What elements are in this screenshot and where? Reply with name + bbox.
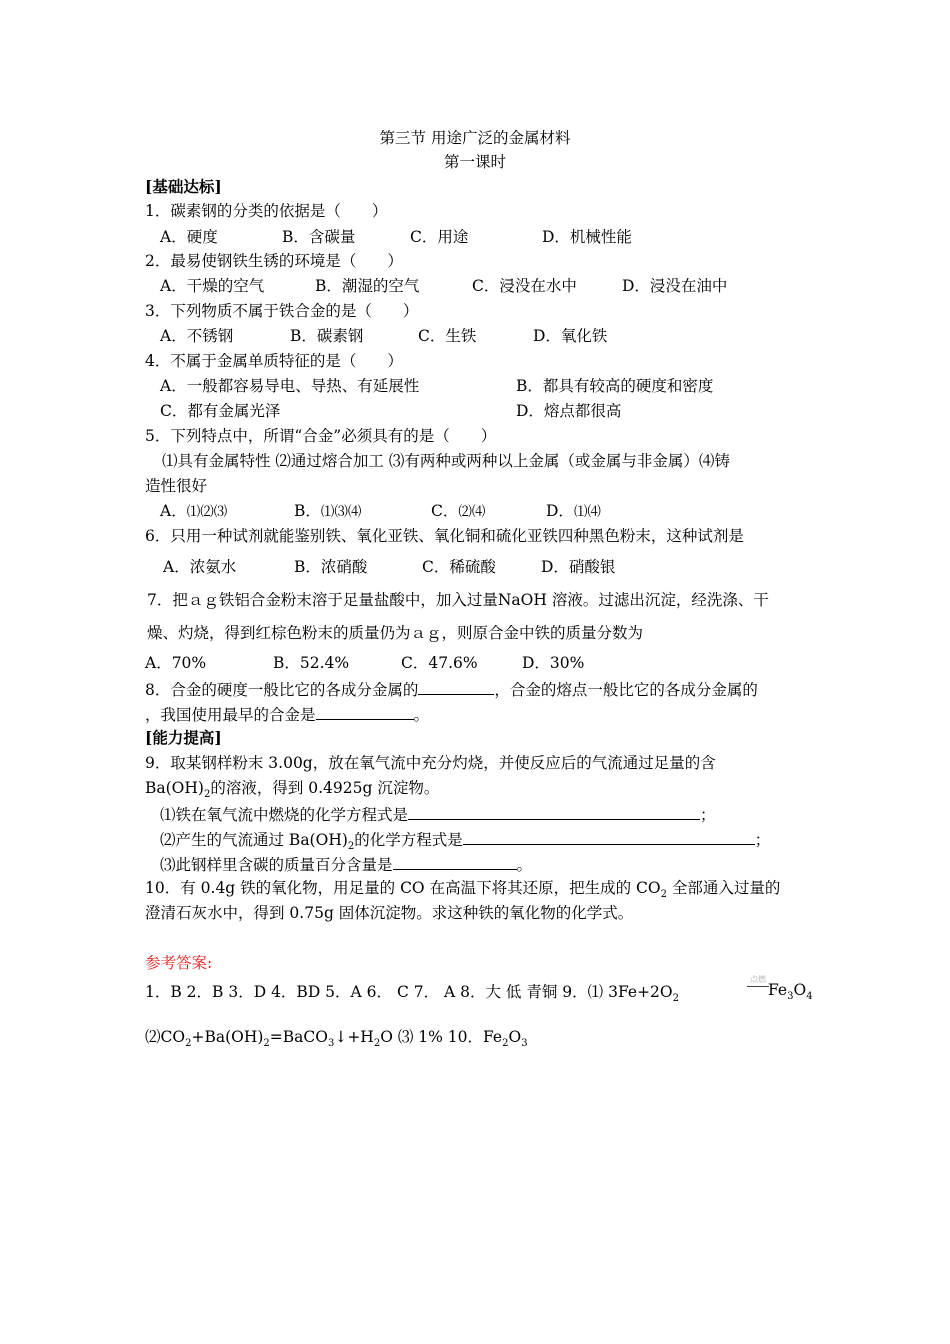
q7-line2: 燥、灼烧，得到红棕色粉末的质量仍为ａｇ，则原合金中铁的质量分数为	[147, 624, 644, 642]
q1-option-a: A．硬度	[160, 228, 218, 246]
q2-option-c: C．浸没在水中	[472, 277, 577, 295]
q2-option-d: D．浸没在油中	[622, 277, 728, 295]
q1-option-c: C．用途	[410, 228, 469, 246]
q5-stem: 5．下列特点中，所谓“合金”必须具有的是（ ）	[145, 427, 497, 445]
q7-option-a: A．70%	[145, 654, 207, 672]
q7-line1: 7．把ａｇ铁铝合金粉末溶于足量盐酸中，加入过量NaOH 溶液。过滤出沉淀，经洗涤、干	[147, 591, 769, 609]
q7-option-c: C．47.6%	[401, 654, 478, 672]
q1-stem: 1．碳素钢的分类的依据是（ ）	[145, 202, 388, 220]
q9-sub2: ⑵产生的气流通过 $Ba(OH)_2$的化学方程式是 ；	[160, 828, 770, 857]
q9-sub3: ⑶此钢样里含碳的质量百分含量是 。	[160, 853, 532, 875]
q8-line1: 8．合金的硬度一般比它的各成分金属的 ，合金的熔点一般比它的各成分金属的	[145, 678, 758, 700]
q7-option-b: B．52.4%	[273, 654, 350, 672]
q3-option-d: D．氧化铁	[533, 327, 608, 345]
q6-stem: 6．只用一种试剂就能鉴别铁、氧化亚铁、氧化铜和硫化亚铁四种黑色粉末，这种试剂是	[145, 527, 744, 545]
q2-option-b: B．潮湿的空气	[315, 277, 420, 295]
q5-option-b: B．⑴⑶⑷	[294, 502, 362, 520]
q6-option-c: C．稀硫酸	[422, 558, 496, 576]
lesson-subtitle: 第一课时	[443, 153, 506, 171]
q3-option-a: A．不锈钢	[160, 327, 234, 345]
q5-option-c: C．⑵⑷	[431, 502, 486, 520]
section-advanced: [能力提高]	[145, 728, 222, 747]
q2-option-a: A．干燥的空气	[160, 277, 265, 295]
q3-stem: 3．下列物质不属于铁合金的是（ ）	[145, 302, 419, 320]
section-basic: [基础达标]	[145, 177, 222, 196]
q4-stem: 4．不属于金属单质特征的是（ ）	[145, 352, 403, 370]
answers-fe3o4: $Fe_3O_4$	[768, 981, 813, 1003]
q4-option-d: D．熔点都很高	[516, 402, 622, 420]
reaction-condition: 点燃	[747, 975, 769, 987]
q1-option-d: D．机械性能	[542, 228, 632, 246]
q9-line1: 9．取某钢样粉末 3.00g，放在氧气流中充分灼烧，并使反应后的气流通过足量的含	[145, 754, 716, 772]
q5-items-line1: ⑴具有金属特性 ⑵通过熔合加工 ⑶有两种或两种以上金属（或金属与非金属）⑷铸	[162, 452, 730, 470]
q9-blank-carbon-percent[interactable]	[393, 853, 517, 870]
q5-option-a: A．⑴⑵⑶	[160, 502, 228, 520]
q8-blank-hardness[interactable]	[418, 678, 494, 695]
q4-option-c: C．都有金属光泽	[160, 402, 281, 420]
q4-option-a: A．一般都容易导电、导热、有延展性	[160, 377, 420, 395]
q5-items-line2: 造性很好	[145, 477, 208, 495]
q6-option-b: B．浓硝酸	[294, 558, 368, 576]
answers-line2: $⑵CO_2+Ba(OH)_2=BaCO_3↓+H_2O$ ⑶ 1% 10．$Fe_2O_3$	[145, 1028, 528, 1050]
q1-option-b: B．含碳量	[282, 228, 356, 246]
q9-sub1: ⑴铁在氧气流中燃烧的化学方程式是 ；	[160, 803, 716, 825]
q10-line1: 10．有 0.4g 铁的氧化物，用足量的 CO 在高温下将其还原，把生成的 $CO_2$ 全部通入过量的	[145, 879, 781, 901]
q9-line2: $Ba(OH)_2$的溶液，得到 0.4925g 沉淀物。	[145, 779, 440, 801]
q10-line2: 澄清石灰水中，得到 0.75g 固体沉淀物。求这种铁的氧化物的化学式。	[145, 904, 634, 922]
q8-line2: ，我国使用最早的合金是 。	[145, 703, 429, 725]
q5-option-d: D．⑴⑷	[546, 502, 601, 520]
q9-blank-gas-reaction[interactable]	[463, 828, 755, 845]
q6-option-d: D．硝酸银	[541, 558, 616, 576]
q8-blank-earliest-alloy[interactable]	[316, 703, 414, 720]
answers-line1: 1．B 2．B 3．D 4．BD 5．A 6． C 7． A 8．大 低 青铜 9．⑴ $3Fe+2O_2$	[145, 983, 679, 1005]
answers-heading: 参考答案:	[145, 954, 213, 972]
q2-stem: 2．最易使钢铁生锈的环境是（ ）	[145, 252, 403, 270]
q4-option-b: B．都具有较高的硬度和密度	[516, 377, 714, 395]
q3-option-c: C．生铁	[418, 327, 477, 345]
q3-option-b: B．碳素钢	[290, 327, 364, 345]
q7-option-d: D．30%	[522, 654, 585, 672]
page-title: 第三节 用途广泛的金属材料	[379, 129, 571, 147]
q9-blank-iron-combustion[interactable]	[408, 803, 700, 820]
q6-option-a: A．浓氨水	[163, 558, 237, 576]
